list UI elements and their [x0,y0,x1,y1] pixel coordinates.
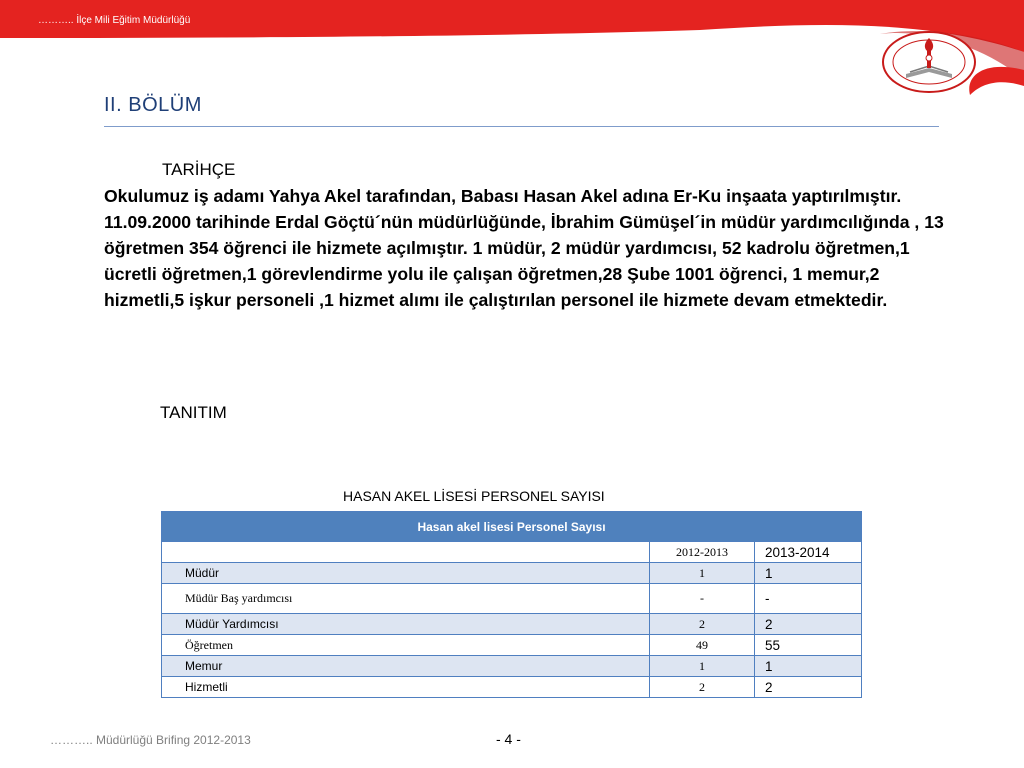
cell-2012-2013: 1 [650,563,755,584]
title-divider [104,126,939,127]
cell-2013-2014: 2 [755,614,862,635]
section-title: II. BÖLÜM [104,94,202,116]
history-heading: TARİHÇE [162,160,236,179]
row-label: Öğretmen [162,635,650,656]
history-text: Okulumuz iş adamı Yahya Akel tarafından, Babası Hasan Akel adına Er-Ku inşaata yaptırılmıştır. 11.09.2000 tarihinde Erdal Göçtü´nün müdürlüğünde, İbrahim Gümüşel´in müdür yardımcılığında , 13 öğretmen 354 öğrenci ile hizmete açılmıştır. 1 müdür, 2 müdür yardımcısı, 52 kadrolu öğretmen,1 ücretli öğretmen,1 görevlendirme yolu ile çalışan öğretmen,28 Şube 1001 öğrenci, 1 memur,2 hizmetli,5 işkur personeli ,1 hizmet alımı ile çalıştırılan personel ile hizmete devam etmektedir. [104,186,944,310]
table-header-row [162,542,862,563]
column-header: 2012-2013 [650,542,755,563]
row-label: Müdür Yardımcısı [162,614,650,635]
cell-2012-2013: 49 [650,635,755,656]
meb-logo-icon [880,28,978,96]
cell-2012-2013: 1 [650,656,755,677]
table-row [162,635,862,656]
cell-2012-2013: - [650,584,755,614]
table-row [162,584,862,614]
column-header [162,542,650,563]
table-caption: HASAN AKEL LİSESİ PERSONEL SAYISI [343,488,605,504]
intro-heading: TANITIM [160,403,227,422]
personnel-table [161,511,862,698]
table-row [162,656,862,677]
table-row [162,677,862,698]
cell-2013-2014: 2 [755,677,862,698]
page-number: - 4 - [496,731,521,747]
footer-text: ……….. Müdürlüğü Brifing 2012-2013 [50,733,251,747]
cell-2013-2014: - [755,584,862,614]
header-org-text: ……….. İlçe Mili Eğitim Müdürlüğü [38,15,191,26]
table-title-row [162,512,862,542]
table-title: Hasan akel lisesi Personel Sayısı [162,512,862,542]
table-row [162,563,862,584]
cell-2013-2014: 55 [755,635,862,656]
table-row [162,614,862,635]
cell-2013-2014: 1 [755,563,862,584]
row-label: Müdür [162,563,650,584]
row-label: Müdür Baş yardımcısı [162,584,650,614]
cell-2012-2013: 2 [650,677,755,698]
cell-2012-2013: 2 [650,614,755,635]
cell-2013-2014: 1 [755,656,862,677]
row-label: Memur [162,656,650,677]
row-label: Hizmetli [162,677,650,698]
column-header: 2013-2014 [755,542,862,563]
